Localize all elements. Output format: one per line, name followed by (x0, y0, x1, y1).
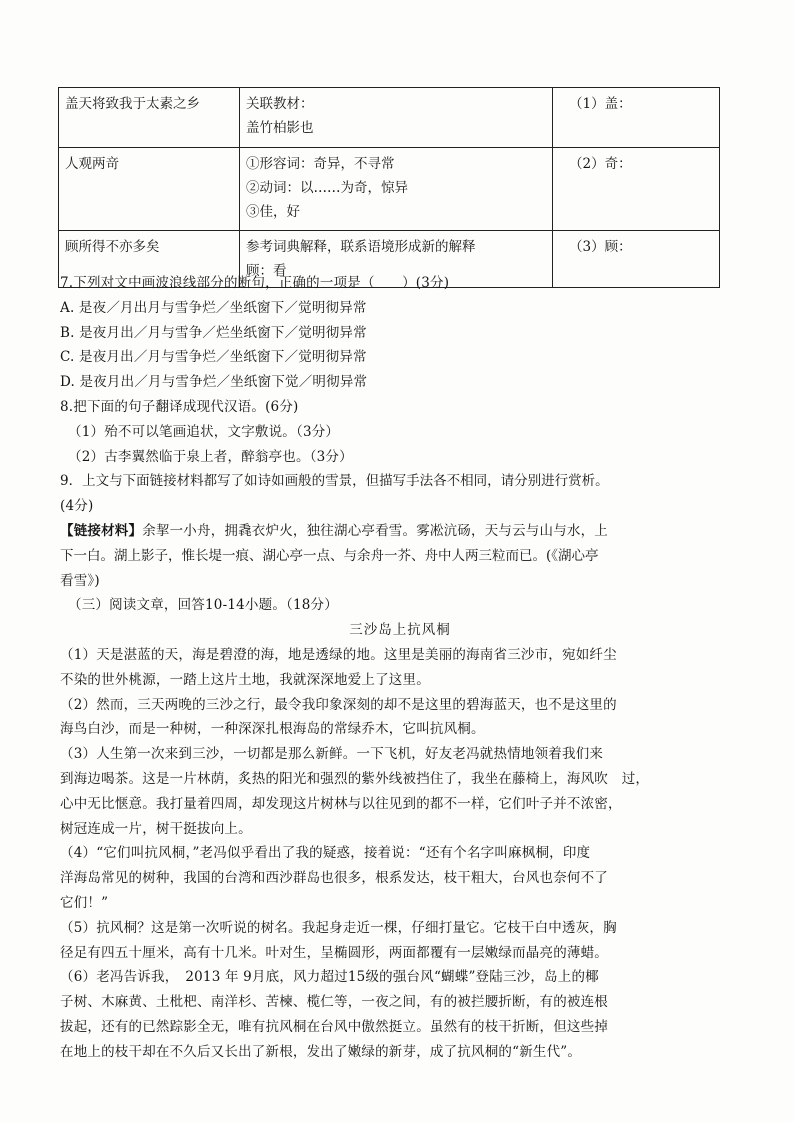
question-9-stem: 9．上文与下面链接材料都写了如诗如画般的雪景，但描写手法各不相同，请分别进行赏析。 (60, 473, 609, 490)
paragraph-line: 不染的世外桃源，一踏上这片土地，我就深深地爱上了这里。 (60, 671, 430, 688)
table-cell-explanation: ①形容词：奇异，不寻常 ②动词：以……为奇，惊异 ③佳，好 (240, 148, 553, 231)
paragraph-line: 到海边喝茶。这是一片林荫，炙热的阳光和强烈的紫外线被挡住了，我坐在藤椅上，海风吹 过， (60, 770, 650, 787)
table-cell-sentence: 人观两竒 (59, 148, 240, 231)
table-row (59, 148, 720, 231)
section-3-intro: （三）阅读文章，回答10-14小题。（18分） (68, 597, 338, 614)
link-material-line: 看雪》) (60, 572, 100, 589)
q8-item-1: （1）殆不可以笔画追状，文字敷说。（3分） (68, 423, 340, 440)
article-title: 三沙岛上抗风桐 (349, 622, 451, 639)
paragraph-line: 它们！” (60, 894, 109, 911)
vocabulary-table (58, 87, 720, 288)
paragraph-line: （3）人生第一次来到三沙，一切都是那么新鲜。一下飞机，好友老冯就热情地领着我们来 (60, 746, 604, 763)
paragraph-line: 树冠连成一片，树干挺拔向上。 (60, 820, 252, 837)
table-row (59, 88, 720, 148)
question-7-stem: 7.下列对文中画波浪线部分的断句，正确的一项是（ ）(3分) (60, 275, 450, 291)
paragraph-line: 子树、木麻黄、土枇杷、南洋杉、苦楝、榄仁等，一夜之间，有的被拦腰折断，有的被连根 (60, 994, 608, 1011)
table-cell-explanation: 关联教材： 盖竹柏影也 (240, 88, 553, 148)
paragraph-line: （6）老冯告诉我， 2013 年 9月底，风力超过15级的强台风“蝴蝶”登陆三沙，岛上的椰 (60, 969, 599, 986)
paragraph-line: 心中无比惬意。我打量着四周，却发现这片树林与以往见到的都不一样，它们叶子并不浓密， (60, 795, 622, 812)
table-cell-explanation: 参考词典解释，联系语境形成新的解释 顾：看 (240, 231, 553, 288)
table-cell-answer: （3）顾： (553, 231, 720, 288)
table-cell-answer: （1）盖： (553, 88, 720, 148)
paragraph-line: （5）抗风桐？这是第一次听说的树名。我起身走近一棵，仔细打量它。它枝干白中透灰，胸 (60, 919, 617, 936)
table-cell-sentence: 盖天将致我于太素之乡 (59, 88, 240, 148)
link-material-label: 【链接材料】 (60, 522, 143, 539)
paragraph-line: （4）“它们叫抗风桐，”老冯似乎看出了我的疑惑，接着说：“还有个名字叫麻枫桐，印度 (60, 845, 591, 862)
q8-item-2: （2）古李翼然临于泉上者，醉翁亭也。（3分） (68, 448, 353, 465)
paragraph-line: 拔起，还有的已然踪影全无，唯有抗风桐在台风中傲然挺立。虽然有的枝干折断，但这些掉 (60, 1018, 608, 1035)
q7-option-d: D. 是夜月出／月与雪争烂／坐纸窗下觉／明彻异常 (60, 374, 368, 391)
question-8-stem: 8.把下面的句子翻译成现代汉语。(6分) (60, 398, 299, 415)
q7-option-b: B. 是夜月出／月与雪争／烂坐纸窗下／觉明彻异常 (60, 324, 367, 341)
paragraph-line: 洋海岛常见的树种，我国的台湾和西沙群岛也很多，根系发达，枝干粗大，台风也奈何不了 (60, 870, 608, 887)
paragraph-line: 海鸟白沙，而是一种树，一种深深扎根海岛的常绿乔木，它叫抗风桐。 (60, 721, 485, 738)
link-material-line: 下一白。湖上影子，惟长堤一痕、湖心亭一点、与余舟一芥、舟中人两三粒而已。(《湖心亭 (60, 547, 599, 564)
paragraph-line: （2）然而，三天两晚的三沙之行，最令我印象深刻的却不是这里的碧海蓝天，也不是这里的 (60, 696, 617, 713)
table-cell-answer: （2）奇： (553, 148, 720, 231)
paragraph-line: 在地上的枝干却在不久后又长出了新根，发出了嫩绿的新芽，成了抗风桐的“新生代”。 (60, 1043, 582, 1060)
link-material-line: 【链接材料】余挈一小舟，拥毳衣炉火，独往湖心亭看雪。雾凇沆砀，天与云与山与水，上 (60, 522, 609, 539)
table-cell-sentence: 顾所得不亦多矣 (59, 231, 240, 288)
question-9-points: (4分) (60, 498, 94, 515)
q7-option-c: C. 是夜月出／月与雪争烂／坐纸窗下／觉明彻异常 (60, 349, 367, 366)
paragraph-line: （1）天是湛蓝的天，海是碧澄的海，地是透绿的地。这里是美丽的海南省三沙市，宛如纤尘 (60, 646, 617, 663)
q7-option-a: A. 是夜／月出月与雪争烂／坐纸窗下／觉明彻异常 (60, 299, 367, 316)
paragraph-line: 径足有四五十厘米，高有十几米。叶对生，呈椭圆形，两面都覆有一层嫩绿而晶亮的薄蜡。 (60, 944, 608, 961)
question-body (60, 271, 740, 1065)
